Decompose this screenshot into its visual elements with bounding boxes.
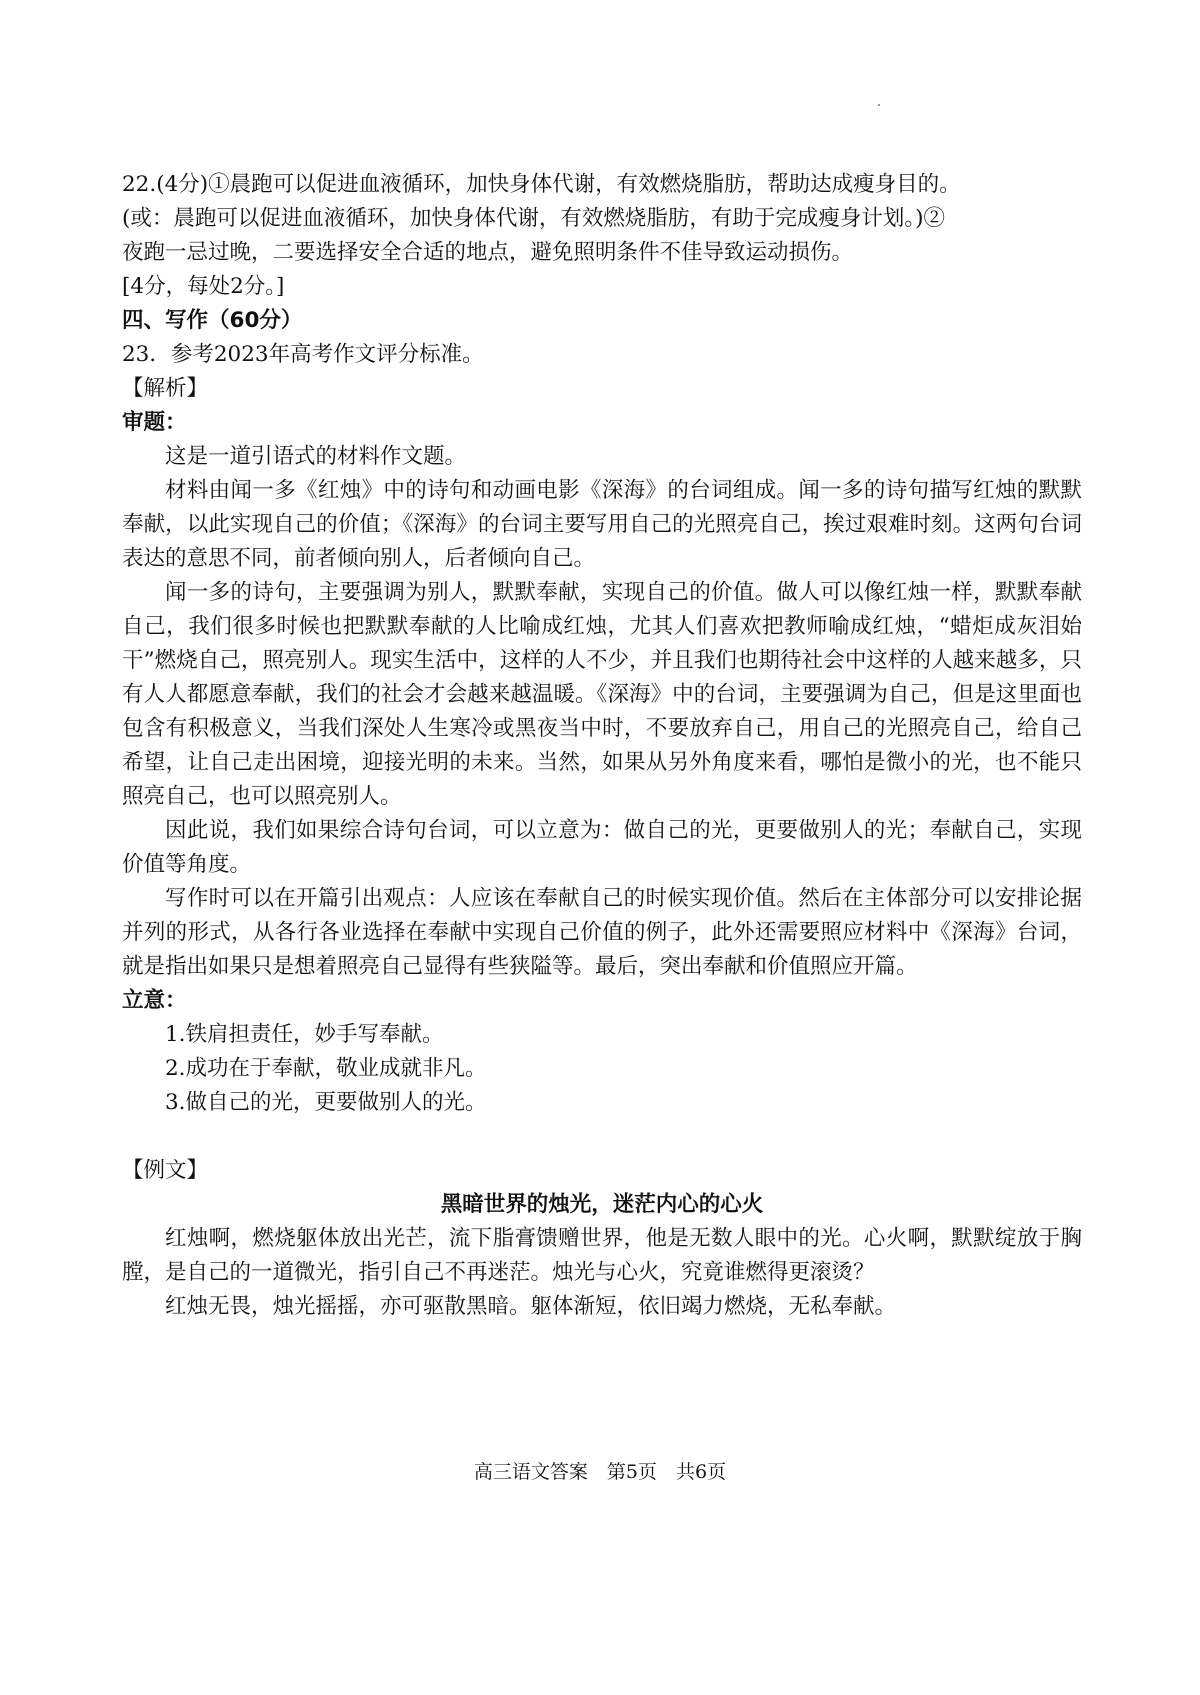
- q22-line-3: 夜跑一忌过晚，二要选择安全合适的地点，避免照明条件不佳导致运动损伤。: [122, 240, 854, 265]
- essay-paragraph: 红烛无畏，烛光摇摇，亦可驱散黑暗。躯体渐短，依旧竭力燃烧，无私奉献。: [165, 1294, 897, 1319]
- review-paragraph: 写作时可以在开篇引出观点：人应该在奉献自己的时候实现价值。然后在主体部分可以安排论据并列的形式，从各行各业选择在奉献中实现自己价值的例子，此外还需要照应材料中《深海》台词，就是指出如果只是想着照亮自己显得有些狭隘等。最后，突出奉献和价值照应开篇。: [122, 886, 1082, 979]
- section-heading-writing: 四、写作（60分）: [122, 308, 303, 333]
- scan-speck: [878, 104, 880, 106]
- review-paragraph: 这是一道引语式的材料作文题。: [165, 444, 467, 469]
- q23-text: 23．参考2023年高考作文评分标准。: [122, 342, 484, 367]
- review-label: 审题：: [122, 410, 187, 435]
- analysis-label: 【解析】: [122, 376, 209, 401]
- page-footer: 高三语文答案 第5页 共6页: [473, 1461, 727, 1483]
- spacer: [122, 1120, 1082, 1154]
- review-paragraph: 材料由闻一多《红烛》中的诗句和动画电影《深海》的台词组成。闻一多的诗句描写红烛的默默奉献，以此实现自己的价值；《深海》的台词主要写用自己的光照亮自己，挨过艰难时刻。这两句台词表达的意思不同，前者倾向别人，后者倾向自己。: [122, 478, 1082, 571]
- theme-item: 1.铁肩担责任，妙手写奉献。: [165, 1022, 444, 1047]
- page-content: [122, 168, 1082, 1324]
- theme-item: 3.做自己的光，更要做别人的光。: [165, 1090, 487, 1115]
- q22-line-2: (或：晨跑可以促进血液循环，加快身体代谢，有效燃烧脂肪，有助于完成瘦身计划。)②: [122, 206, 946, 231]
- review-paragraph: 因此说，我们如果综合诗句台词，可以立意为：做自己的光，更要做别人的光；奉献自己，实现价值等角度。: [122, 818, 1082, 877]
- theme-label: 立意：: [122, 988, 187, 1013]
- theme-item: 2.成功在于奉献，敬业成就非凡。: [165, 1056, 487, 1081]
- review-paragraph: 闻一多的诗句，主要强调为别人，默默奉献，实现自己的价值。做人可以像红烛一样，默默奉献自己，我们很多时候也把默默奉献的人比喻成红烛，尤其人们喜欢把教师喻成红烛，“蜡炬成灰泪始干”燃烧自己，照亮别人。现实生活中，这样的人不少，并且我们也期待社会中这样的人越来越多，只有人人都愿意奉献，我们的社会才会越来越温暖。《深海》中的台词，主要强调为自己，但是这里面也包含有积极意义，当我们深处人生寒冷或黑夜当中时，不要放弃自己，用自己的光照亮自己，给自己希望，让自己走出困境，迎接光明的未来。当然，如果从另外角度来看，哪怕是微小的光，也不能只照亮自己，也可以照亮别人。: [122, 580, 1082, 809]
- q22-score-note: [4分，每处2分。]: [122, 274, 285, 299]
- essay-paragraph: 红烛啊，燃烧躯体放出光芒，流下脂膏馈赠世界，他是无数人眼中的光。心火啊，默默绽放于胸膛，是自己的一道微光，指引自己不再迷茫。烛光与心火，究竟谁燃得更滚烫？: [122, 1226, 1082, 1285]
- example-label: 【例文】: [122, 1158, 209, 1183]
- q22-line-1: 22.(4分)①晨跑可以促进血液循环，加快身体代谢，有效燃烧脂肪，帮助达成瘦身目的。: [122, 172, 961, 197]
- essay-title: 黑暗世界的烛光，迷茫内心的心火: [440, 1192, 764, 1217]
